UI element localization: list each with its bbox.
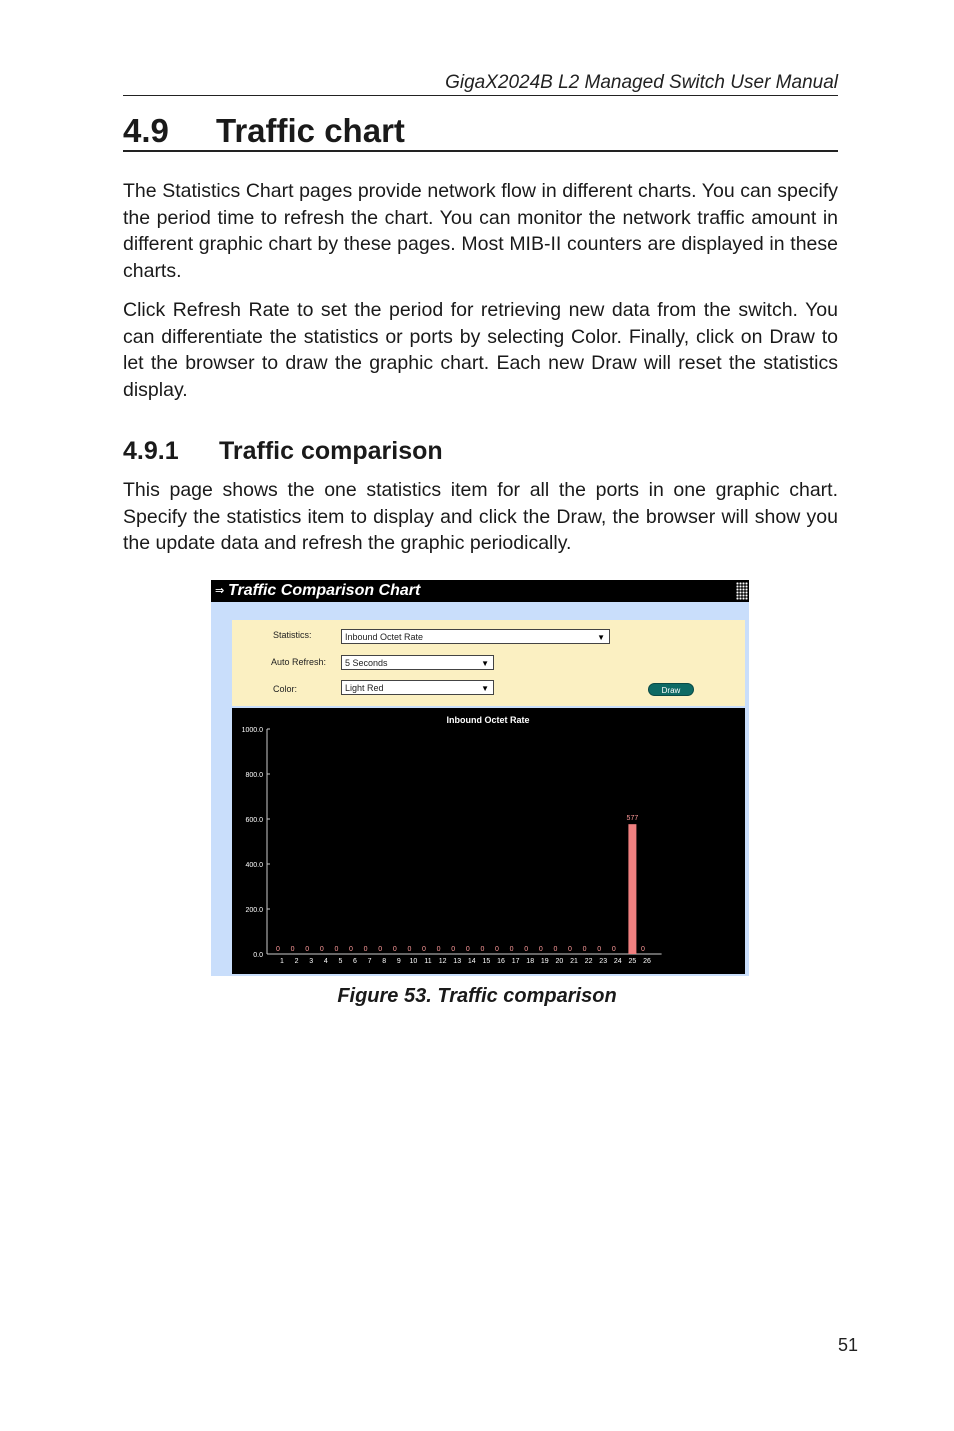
bar bbox=[628, 824, 636, 954]
x-tick-label: 16 bbox=[497, 958, 505, 965]
bar-value-label: 0 bbox=[611, 946, 616, 953]
subsection-title: Traffic comparison bbox=[219, 437, 443, 465]
auto-refresh-select[interactable] bbox=[341, 655, 494, 670]
chart-area bbox=[232, 708, 745, 974]
bar-value-label: 0 bbox=[378, 946, 383, 953]
x-tick-label: 7 bbox=[367, 958, 372, 965]
chevron-down-icon: ▼ bbox=[481, 684, 489, 693]
y-tick-label: 800.0 bbox=[245, 772, 263, 779]
x-tick-label: 11 bbox=[424, 958, 432, 965]
bar-value-label: 0 bbox=[436, 946, 441, 953]
x-tick-label: 5 bbox=[338, 958, 343, 965]
auto-refresh-label: Auto Refresh: bbox=[271, 657, 327, 667]
bar-value-label: 0 bbox=[407, 946, 412, 953]
window-titlebar bbox=[211, 580, 749, 602]
statistics-select-value: Inbound Octet Rate bbox=[345, 632, 424, 642]
x-tick-label: 12 bbox=[438, 958, 447, 965]
body-paragraph: This page shows the one statistics item for all the ports in one graphic chart. Specify the statistics item to display and click the Draw, the browser will show you the update data and refresh the graphic periodically. bbox=[123, 479, 838, 554]
bar-value-label: 0 bbox=[495, 946, 499, 953]
x-tick-label: 21 bbox=[570, 958, 578, 965]
auto-refresh-select-value: 5 Seconds bbox=[345, 658, 388, 668]
bar-value-label: 0 bbox=[349, 946, 353, 953]
x-tick-label: 25 bbox=[628, 958, 637, 965]
color-select-value: Light Red bbox=[345, 683, 384, 693]
bar-value-label: 0 bbox=[305, 946, 310, 953]
x-tick-label: 22 bbox=[584, 958, 593, 965]
x-tick-label: 18 bbox=[526, 958, 535, 965]
bar-value-label: 0 bbox=[422, 946, 426, 953]
screenshot-figure bbox=[211, 580, 749, 976]
statistics-label: Statistics: bbox=[273, 630, 312, 640]
arrow-right-icon: ⇒ bbox=[215, 585, 225, 597]
chart-title: Inbound Octet Rate bbox=[446, 715, 530, 725]
section-number: 4.9 bbox=[123, 112, 169, 149]
bar-value-label: 0 bbox=[363, 946, 368, 953]
body-paragraph: Click Refresh Rate to set the period for retrieving new data from the switch. You can differentiate the statistics or ports by selecting Color. Finally, click on Draw to let the browser to draw the graphic chart. Each new Draw will reset the statistics display. bbox=[123, 299, 838, 401]
x-tick-label: 17 bbox=[511, 958, 520, 965]
bar-value-label: 0 bbox=[582, 946, 587, 953]
bar-value-label: 0 bbox=[553, 946, 558, 953]
running-head: GigaX2024B L2 Managed Switch User Manual bbox=[445, 72, 838, 93]
x-tick-label: 14 bbox=[467, 958, 476, 965]
bar-value-label: 0 bbox=[465, 946, 470, 953]
x-tick-label: 3 bbox=[309, 958, 314, 965]
color-label: Color: bbox=[273, 684, 298, 694]
x-tick-label: 9 bbox=[396, 958, 401, 965]
draw-button[interactable]: Draw bbox=[648, 683, 694, 696]
subsection-number: 4.9.1 bbox=[123, 437, 179, 465]
chevron-down-icon: ▼ bbox=[597, 633, 605, 642]
section-title: Traffic chart bbox=[216, 112, 405, 149]
section-rule bbox=[123, 150, 838, 152]
x-tick-label: 4 bbox=[323, 958, 328, 965]
bar-value-label: 0 bbox=[319, 946, 324, 953]
x-tick-label: 15 bbox=[482, 958, 491, 965]
bar-value-label: 0 bbox=[538, 946, 543, 953]
window-title: Traffic Comparison Chart bbox=[228, 582, 421, 599]
y-tick-label: 1000.0 bbox=[241, 727, 263, 734]
x-tick-label: 24 bbox=[613, 958, 622, 965]
x-tick-label: 23 bbox=[599, 958, 608, 965]
bar-value-label: 0 bbox=[451, 946, 456, 953]
bar-value-label: 0 bbox=[641, 946, 645, 953]
statistics-select[interactable] bbox=[341, 629, 610, 644]
bar-value-label: 0 bbox=[334, 946, 339, 953]
x-tick-label: 19 bbox=[540, 958, 549, 965]
chart-controls-panel bbox=[232, 620, 745, 706]
figure-caption: Figure 53. Traffic comparison bbox=[337, 985, 617, 1007]
y-tick-label: 0.0 bbox=[253, 952, 263, 959]
resize-grip-icon[interactable] bbox=[736, 582, 748, 600]
bar-value-label: 0 bbox=[276, 946, 280, 953]
bar-value-label: 0 bbox=[480, 946, 485, 953]
bar-value-label: 0 bbox=[509, 946, 514, 953]
chevron-down-icon: ▼ bbox=[481, 659, 489, 668]
traffic-bar-chart bbox=[232, 708, 745, 974]
header-rule bbox=[123, 95, 838, 96]
x-tick-label: 6 bbox=[353, 958, 357, 965]
bar-value-label: 0 bbox=[290, 946, 295, 953]
bar-value-label: 0 bbox=[524, 946, 529, 953]
bar-value-label: 0 bbox=[568, 946, 572, 953]
x-tick-label: 13 bbox=[453, 958, 462, 965]
color-select[interactable] bbox=[341, 680, 494, 695]
x-tick-label: 2 bbox=[294, 958, 299, 965]
x-tick-label: 26 bbox=[643, 958, 651, 965]
subsection-heading bbox=[123, 437, 443, 466]
bar-value-label: 0 bbox=[597, 946, 602, 953]
bar-value-label: 0 bbox=[392, 946, 397, 953]
bar-value-label: 577 bbox=[626, 815, 639, 823]
y-tick-label: 200.0 bbox=[245, 907, 263, 914]
y-tick-label: 600.0 bbox=[245, 817, 263, 824]
section-heading bbox=[123, 112, 838, 150]
x-tick-label: 8 bbox=[382, 958, 387, 965]
x-tick-label: 10 bbox=[409, 958, 418, 965]
y-tick-label: 400.0 bbox=[245, 862, 263, 869]
x-tick-label: 20 bbox=[555, 958, 564, 965]
body-paragraph: The Statistics Chart pages provide network flow in different charts. You can specify the period time to refresh the chart. You can monitor the network traffic amount in different graphic chart by these pages. Most MIB-II counters are displayed in these charts. bbox=[123, 180, 838, 282]
x-tick-label: 1 bbox=[280, 958, 284, 965]
page-number: 51 bbox=[838, 1335, 859, 1355]
